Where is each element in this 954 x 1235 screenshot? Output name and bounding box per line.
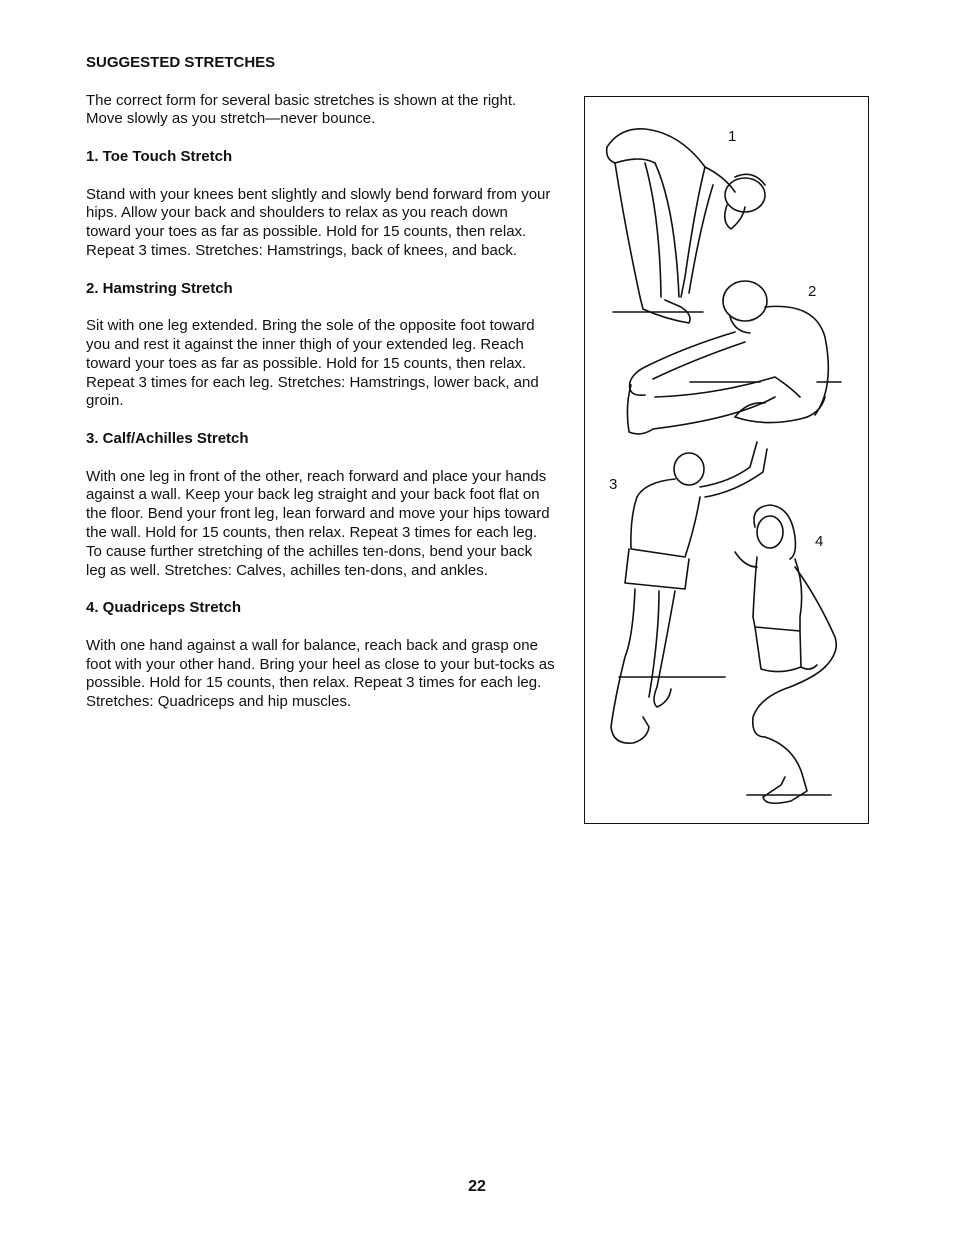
page-number: 22 <box>468 1178 486 1195</box>
stretch-figures-drawing <box>585 97 868 823</box>
figure-label-3: 3 <box>609 476 618 493</box>
figure-label-4: 4 <box>815 533 824 550</box>
intro-paragraph: The correct form for several basic stretches is shown at the right. Move slowly as you stretch—never bounce. <box>86 91 517 128</box>
stretch-3-heading: 3. Calf/Achilles Stretch <box>86 429 249 447</box>
stretch-4-body: With one hand against a wall for balance, reach back and grasp one foot with your other hand. Bring your heel as close to your but-tocks as possible. Hold for 15 counts, then relax. Repeat 3 times for each leg. Stretches: Quadriceps and hip muscles. <box>86 636 555 711</box>
stretch-1-heading: 1. Toe Touch Stretch <box>86 147 233 165</box>
instructions-column <box>86 54 556 712</box>
stretch-4-heading: 4. Quadriceps Stretch <box>86 599 242 617</box>
section-title: SUGGESTED STRETCHES <box>86 54 276 71</box>
hamstring-figure <box>627 281 841 434</box>
stretch-1-body: Stand with your knees bent slightly and slowly bend forward from your hips. Allow your back and shoulders to relax as you reach down toward your toes as far as possible. Hold for 15 counts, then relax. Repeat 3 times. Stretches: Hamstrings, back of knees, and back. <box>86 185 551 259</box>
figure-label-1: 1 <box>728 128 737 145</box>
stretch-2-body: Sit with one leg extended. Bring the sole of the opposite foot toward you and rest it against the inner thigh of your extended leg. Reach toward your toes as far as possible. Hold for 15 counts, then relax. Repeat 3 times for each leg. Stretches: Hamstrings, lower back, and groin. <box>86 317 539 410</box>
stretch-illustrations <box>584 96 869 824</box>
toe-touch-figure <box>607 129 765 323</box>
figure-label-2: 2 <box>808 283 817 300</box>
stretch-3-body: With one leg in front of the other, reach forward and place your hands against a wall. Keep your back leg straight and your back foot flat on the floor. Bend your front leg, lean forward and move your hips toward the wall. Hold for 15 counts, then relax. Repeat 3 times for each leg. To cause further stretching of the achilles ten-dons, bend your back leg as well. Stretches: Calves, achilles ten-dons, and ankles. <box>86 467 550 579</box>
calf-stretch-figure <box>611 442 767 743</box>
stretch-2-heading: 2. Hamstring Stretch <box>86 279 233 297</box>
